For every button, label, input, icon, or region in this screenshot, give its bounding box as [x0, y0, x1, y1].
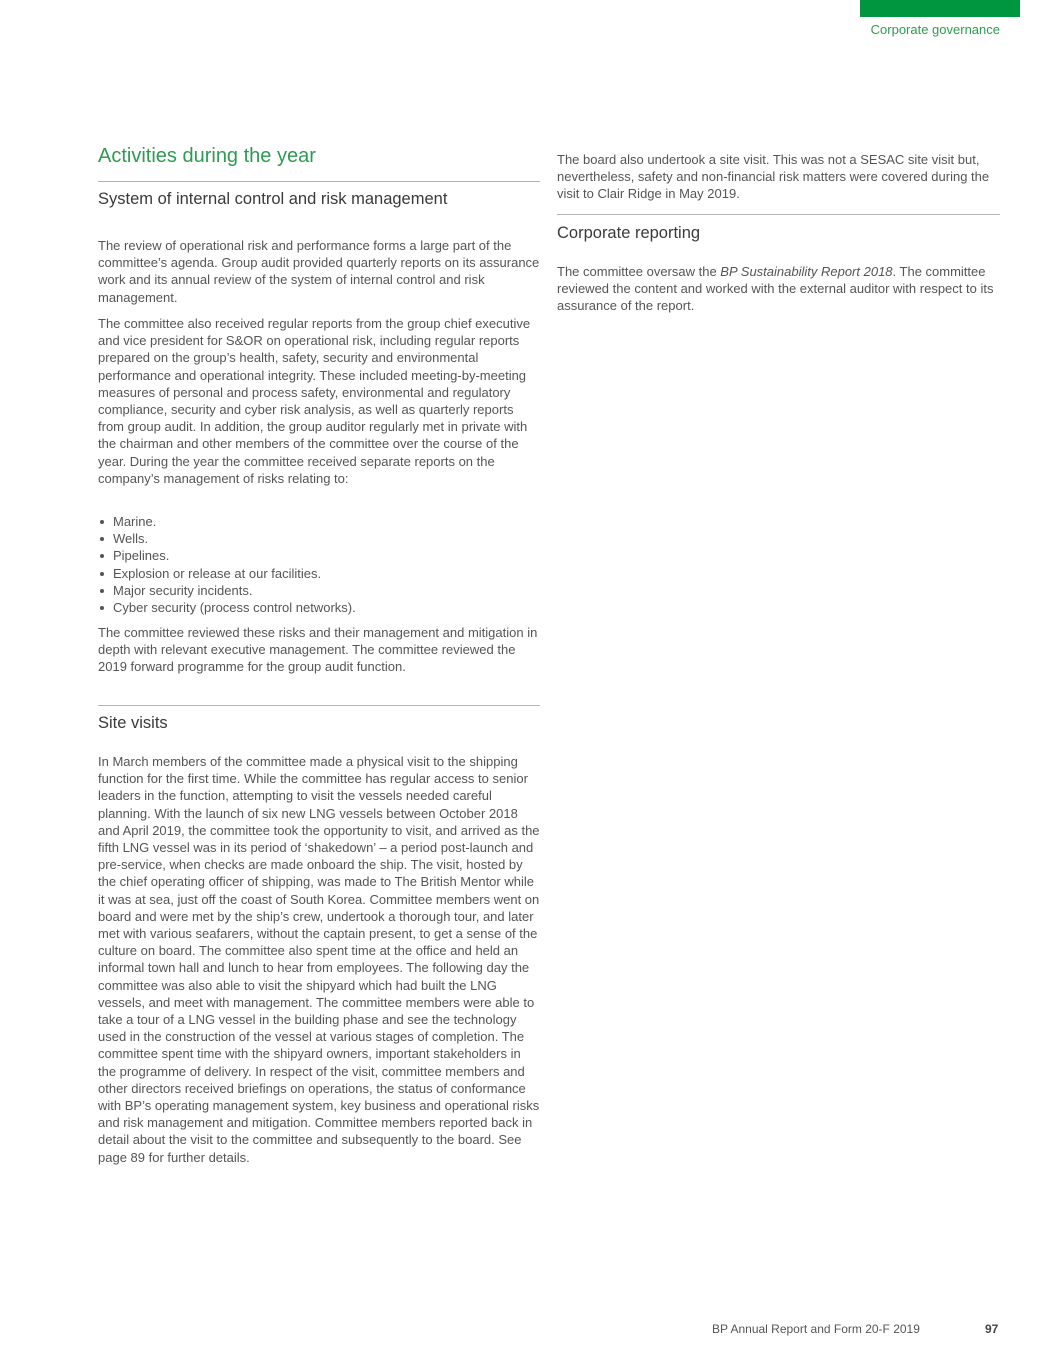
bullet-icon	[100, 520, 104, 524]
list-item: Major security incidents.	[98, 582, 540, 599]
paragraph: The review of operational risk and performance forms a large part of the committee’s agenda. Group audit provided quarterly reports on its assurance work and its annual review of the system of internal control and risk management.	[98, 238, 540, 305]
footer-report-title: BP Annual Report and Form 20-F 2019	[712, 1322, 920, 1336]
header-accent-bar	[860, 0, 1020, 17]
list-item: Cyber security (process control networks).	[98, 599, 540, 616]
divider	[557, 214, 1000, 215]
list-item: Explosion or release at our facilities.	[98, 565, 540, 582]
paragraph: The committee reviewed these risks and their management and mitigation in depth with relevant executive management. The committee reviewed the 2019 forward programme for the group audit function.	[98, 625, 538, 675]
report-title-italic: BP Sustainability Report 2018	[720, 264, 893, 279]
divider	[98, 181, 540, 182]
paragraph: The committee oversaw the BP Sustainability Report 2018. The committee reviewed the content and worked with the external auditor with respect to its assurance of the report.	[557, 264, 994, 314]
bullet-icon	[100, 606, 104, 610]
bullet-icon	[100, 589, 104, 593]
bullet-icon	[100, 554, 104, 558]
bullet-icon	[100, 537, 104, 541]
risk-list	[98, 513, 540, 616]
paragraph: The committee also received regular reports from the group chief executive and vice president for S&OR on operational risk, including regular reports prepared on the group’s health, safety, security and environmental performance and operational integrity. These included meeting-by-meeting measures of personal and process safety, environmental and regulatory compliance, security and cyber risk analysis, as well as quarterly reports from group audit. In addition, the group auditor regularly met in private with the chairman and other members of the committee over the course of the year. During the year the committee received separate reports on the company’s management of risks relating to:	[98, 316, 531, 486]
page-number: 97	[985, 1322, 999, 1336]
divider	[98, 705, 540, 706]
page-title: Activities during the year	[98, 145, 316, 167]
section-heading-site-visits: Site visits	[98, 714, 168, 732]
section-heading-corporate-reporting: Corporate reporting	[557, 224, 701, 242]
list-item: Wells.	[98, 530, 540, 547]
section-label: Corporate governance	[870, 22, 1000, 37]
bullet-icon	[100, 572, 104, 576]
section-heading-internal-control: System of internal control and risk management	[98, 190, 448, 208]
list-item: Pipelines.	[98, 547, 540, 564]
list-item: Marine.	[98, 513, 540, 530]
paragraph: The board also undertook a site visit. This was not a SESAC site visit but, nevertheless, safety and non-financial risk matters were covered during the visit to Clair Ridge in May 2019.	[557, 152, 990, 202]
paragraph: In March members of the committee made a physical visit to the shipping function for the first time. While the committee has regular access to senior leaders in the function, attempting to visit the vessels needed careful planning. With the launch of six new LNG vessels between October 2018 and April 2019, the committee took the opportunity to visit, and arrived as the fifth LNG vessel was in its period of ‘shakedown’ – a period post-launch and pre-service, when checks are made onboard the ship. The visit, hosted by the chief operating officer of shipping, was made to The British Mentor while it was at sea, just off the coast of South Korea. Committee members went on board and were met by the ship’s crew, undertook a thorough tour, and later met with various seafarers, without the captain present, to get a sense of the culture on board. The committee also spent time at the office and held an informal town hall and lunch to hear from employees. The following day the committee was also able to visit the shipyard which had built the LNG vessels, and meet with management. The committee members were able to take a tour of a LNG vessel in the building phase and see the technology used in the construction of the vessel at various stages of completion. The committee spent time with the shipyard owners, important stakeholders in the programme of delivery. In respect of the visit, committee members and other directors received briefings on operations, the status of conformance with BP’s operating management system, key business and operational risks and risk management and mitigation. Committee members reported back in detail about the visit to the committee and subsequently to the board. See page 89 for further details.	[98, 754, 540, 1165]
